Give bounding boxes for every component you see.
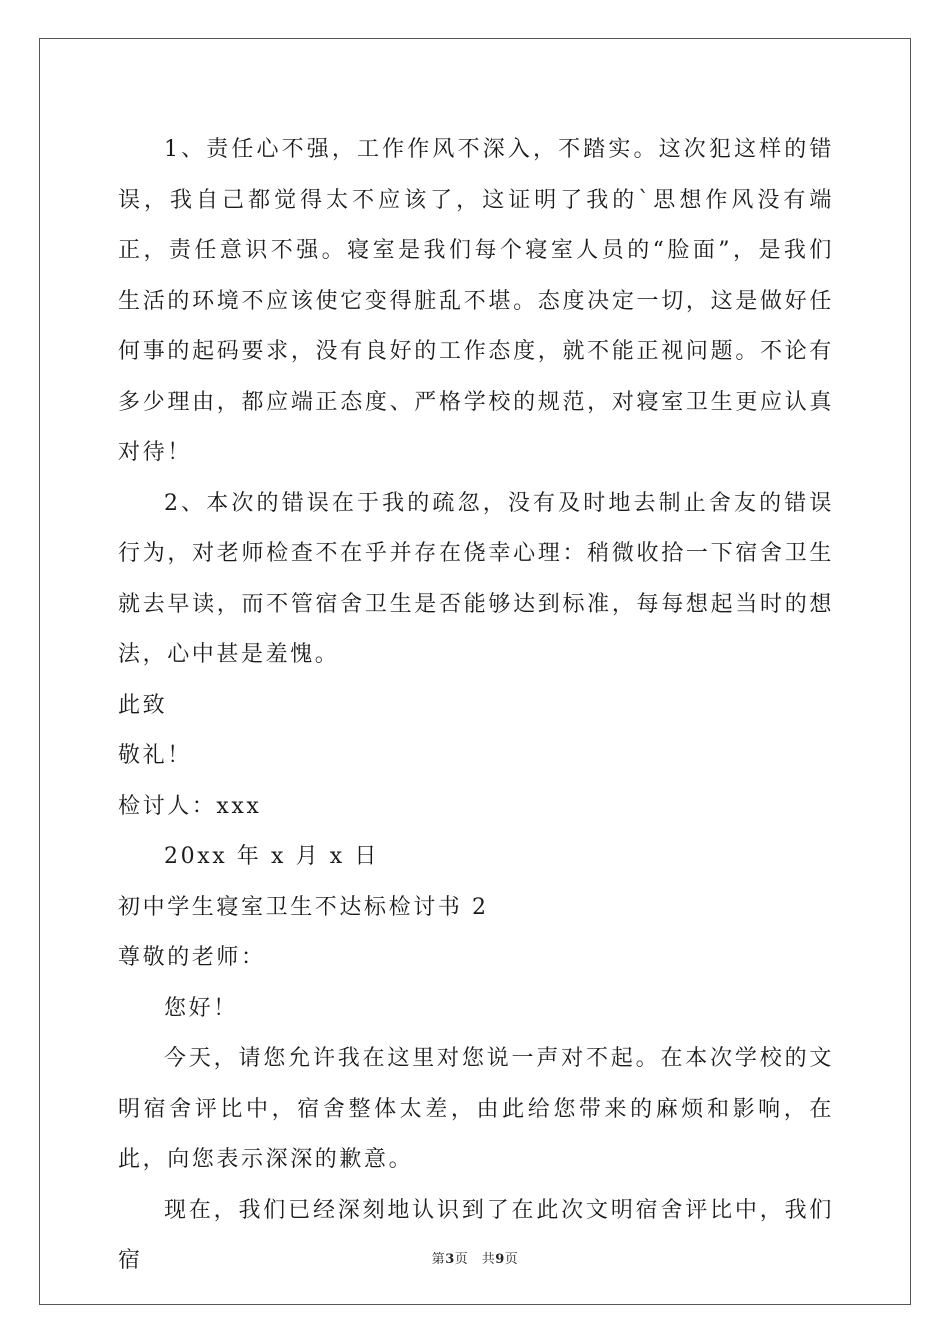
- closing-line-2: 敬礼！: [118, 743, 192, 768]
- paragraph-1: 1、责任心不强，工作作风不深入，不踏实。这次犯这样的错误，我自己都觉得太不应该了，这证明了我的`思想作风没有端正，责任意识不强。寝室是我们每个寝室人员的“脸面”，是我们生活的环境不应该使它变得脏乱不堪。态度决定一切，这是做好任何事的起码要求，没有良好的工作态度，就不能正视问题。不论有多少理由，都应端正态度、严格学校的规范，对寝室卫生更应认真对待！: [118, 137, 834, 465]
- page-current: 3: [445, 1252, 455, 1267]
- document-body: [118, 125, 834, 1287]
- signer: 检讨人：xxx: [118, 793, 262, 819]
- greeting: 您好！: [164, 995, 238, 1021]
- page-total: 9: [495, 1252, 505, 1267]
- salutation: 尊敬的老师：: [118, 945, 266, 970]
- paragraph-4: 现在，我们已经深刻地认识到了在此次文明宿舍评比中，我们宿: [118, 1197, 834, 1273]
- page-footer: [0, 1248, 950, 1267]
- section-title: 初中学生寝室卫生不达标检讨书 2: [118, 894, 489, 920]
- paragraph-2: 2、本次的错误在于我的疏忽，没有及时地去制止舍友的错误行为，对老师检查不在乎并存在侥幸心理：稍微收拾一下宿舍卫生就去早读，而不管宿舍卫生是否能够达到标准，每每想起当时的想法，心中甚是羞愧。: [118, 490, 834, 667]
- date: 20xx 年 x 月 x 日: [164, 844, 379, 869]
- page-label-mid: 页 共: [454, 1252, 496, 1267]
- paragraph-3: 今天，请您允许我在这里对您说一声对不起。在本次学校的文明宿舍评比中，宿舍整体太差，由此给您带来的麻烦和影响，在此，向您表示深深的歉意。: [118, 1046, 834, 1172]
- page-label-prefix: 第: [431, 1252, 446, 1267]
- closing-line-1: 此致: [118, 692, 168, 718]
- page-label-suffix: 页: [504, 1252, 519, 1267]
